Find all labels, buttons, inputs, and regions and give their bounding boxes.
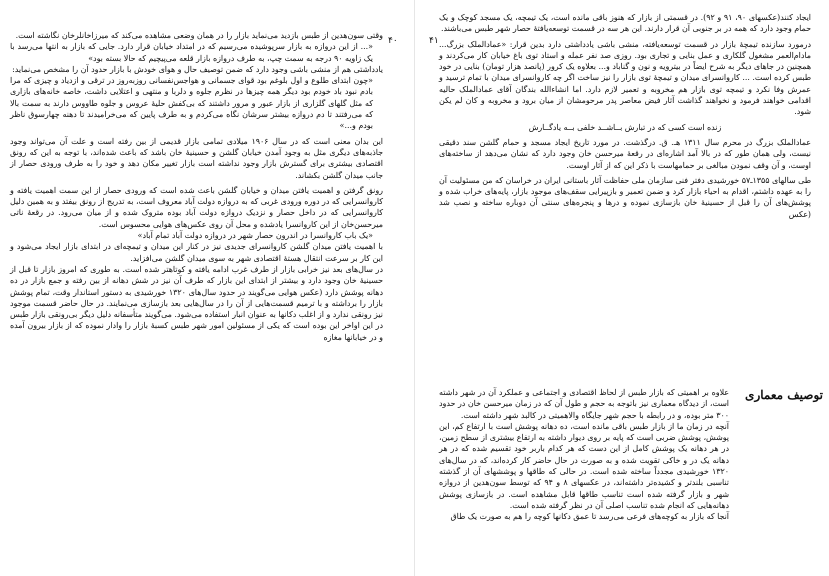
verse-line: زنده است کسی که در تبارش بــاشــد خلفی بــه یادگــارش bbox=[528, 122, 722, 132]
paragraph: عمادالملک بزرگ در محرم سال ۱۳۱۱ هـ. ق. درگذشت. در مورد تاریخ ایجاد مسجد و حمام گلشن سند دقیقی نیست، ولی همان طور که در بالا آمد اشاره‌ای در رقعهٔ میرحسن خان وجود دارد که نشان می‌دهد از ساخته‌های اوست، و آن وقف نمودن مبالغی بر حمامهاست با ذکر این که از آثار اوست. bbox=[439, 137, 812, 170]
section-heading: توصیف معماری bbox=[745, 388, 823, 402]
right-page bbox=[415, 0, 829, 576]
paragraph: آنچه در زمان ما از بازار طبس باقی مانده است، ده دهانه پوشش است با ارتفاع کم، این پوشش، پوشش ضربی است که پایه بر روی دیوار داشته به ارتفاع بیشتری از سطح زمین، در هر دهانه یک پوشش کامل از این دست که هر کدام باربر خود تقسیم شده که در هر دهانه یک در و خاکی تقویت شده و به صورت در حال حاضر کار کرده‌اند، که در سال‌های ۱۳۲۰ خورشیدی مجدداً ساخته شده است. در حالی که طاقها و پوششهای آن از گذشته تناسبی بلندتر و کشیده‌تر داشته‌اند، در عکسهای ۸ و ۹۴ که توسط سون‌هدین از دروازه شهر و بازار گرفته شده است تناسب طاقها قابل مشاهده است. در بازسازی پوشش دهانه‌هایی که انجام شده تناسب اصلی آن در نظر گرفته شده است. bbox=[439, 421, 729, 510]
paragraph: وقتی سون‌هدین از طبس بازدید می‌نماید بازار را در همان وضعی مشاهده می‌کند که میرزا‌خانلرخان نگاشته است. bbox=[15, 31, 383, 40]
paragraph: آنجا که بازار به کوچه‌های فرعی می‌رسد تا عمق دکانها کوچه را هم به صورت یک طاق bbox=[450, 512, 729, 522]
page-number-right: ۴۱ bbox=[429, 36, 439, 46]
quote-paragraph: «یک باب کاروانسرا در اندرون حصار شهر در دروازه دولت آباد تمام آباد» bbox=[137, 231, 373, 241]
quote-paragraph: «چون ابتدای طلوع و اول بلوغم بود قوای جسمانی و هواجس‌نفسانی روزبه‌روز در ترقی و ازدیاد و چیزی که مرا بادم نبود باد خودم بود دیگر همه چیزها در نظرم جلوه و دلربا و منتهی و اعتلایی داشت، خاصه خانه‌های بازاری که مثل گلهای گلزاری از بازار عبور و مرور داشتند که بی‌کفش حلیهٔ عروس و جلوه طاووس دارند به سمت بالا که می‌رفتند تا دم دروازه بیشتر سرشان نگاه می‌کردم و به طرف پایین که می‌خرامیدند تا دهنه چهارسوق ناظر بودم و...» bbox=[10, 76, 373, 131]
left-page-text bbox=[10, 30, 383, 343]
section-text bbox=[439, 387, 729, 523]
paragraph: در سال‌های بعد نیز خرابی بازار از طرف غرب ادامه یافته و کوتاهتر شده است. به طوری که امروز بازار تا قبل از حسینیهٔ خان وجود دارد و بیشتر از ابتدای این بازار که طرف آن نیز در شش دهانه از بین رفته و جمع بازار در ده دهانه پوشش دارد (عکس هوایی می‌گویند در حدود سال‌های ۱۳۲۰ خورشیدی به دستور استاندار وقت، تمام پوشش بازار را برداشته و با ترمیم قسمت‌هایی از آن را در سال‌هایی بعد بازسازی می‌نمایند. در حال حاضر قسمت موجود نیز رونقی ندارد و از اغلب دکانها به عنوان انبار استفاده می‌شود. می‌گویند متأسفانه دلیل دیگر بی‌رونقی بازار طبس در این اواخر این بوده است که یکی از مسئولین امور شهر طبس کسبهٔ بازار را وادار نموده که از بازار بیرون آمده و در خیابانها مغازه bbox=[10, 264, 383, 342]
paragraph: ایجاد کنند(عکسهای ۹۰، ۹۱ و ۹۲). در قسمتی از بازار که هنوز باقی مانده است، یک تیمچه، یک مسجد کوچک و یک حمام وجود دارد که همه در بر جنوبی آن قرار دارند. این هر سه در قسمت توسعه‌یافتهٔ حصار شهر طبس می‌باشند. bbox=[439, 13, 811, 34]
page-number-left: ۴۰ bbox=[388, 36, 398, 46]
left-page bbox=[0, 0, 414, 576]
quote-paragraph: «... از این دروازه به بازار سرپوشیده می‌رسیم که در امتداد خیابان قرار دارد. جایی که بازار به انتها می‌رسد با یک زاویه ۹۰ درجه به سمت چپ، به طرف دروازه بازار قلعه می‌پیچیم که حالا بسته بود» bbox=[10, 42, 373, 63]
paragraph: این بدان معنی است که در سال ۱۹۰۶ میلادی تمامی بازار قدیمی از بین رفته است و علت آن می‌تواند وجود جاذبه‌های دیگری مثل به وجود آمدن خیابان گلشن و حسینیهٔ خان باشد که باعث شده‌اند، با توجه به این که رونق اقتصادی بیشتری برای گسترش بازار وجود نداشته است بازار تغییر مکان دهد و خود را به طرف ورودی حصار از جانب میدان گلشن بکشاند. bbox=[10, 136, 383, 180]
paragraph: رونق گرفتن و اهمیت یافتن میدان و خیابان گلشن باعث شده است که ورودی حصار از این سمت اهمیت یافته و کاروانسرایی که در دوره ورودی غربی که به دروازه دولت آباد معروف است، به تدریج از رونق بیفتد و به همین دلیل کاروانسرایی که در داخل حصار و نزدیک دروازه دولت آباد بوده متروک شده و از میان می‌رود. در رقعهٔ ناتی میرحسن‌خان از این کاروانسرا یادشده و محل آن روی عکس‌های هوایی محسوس است. bbox=[10, 185, 383, 229]
paragraph: با اهمیت یافتن میدان گلشن کاروانسرای جدیدی نیز در کنار این میدان و تیمچه‌ای در ابتدای بازار ایجاد می‌شود و این کار بر سرعت انتقال هستهٔ اقتصادی شهر به سوی میدان گلشن می‌افزاید. bbox=[10, 242, 383, 263]
paragraph: علاوه بر اهمیتی که بازار طبس از لحاظ اقتصادی و اجتماعی و عملکرد آن در شهر داشته است، از دیدگاه معماری نیز باتوجه به حجم و طول آن که در زمان میرحسن خان در حدود ۳۰۰ متر بوده، و در رابطه با حجم شهر جایگاه والاهمیتی در کالبد شهر داشته است. bbox=[439, 388, 729, 420]
paragraph: طی سالهای ۱۳۵۵ـ۵۷ خورشیدی دفتر فنی سازمان ملی حفاظت آثار باستانی ایران در خراسان که من مسئولیت آن را به عهده داشتم، اقدام به احیاء بازار کرد و ضمن تعمیر و بازپیرایی سقف‌های موجود بازار، پایه‌های خراب شده و پوشش‌های آن را قبل از حسینیهٔ خان بازسازی نموده و درها و پنجره‌های سنتی آن دوباره ساخته و نصب شد (عکس bbox=[439, 175, 812, 219]
right-page-text bbox=[439, 12, 811, 220]
quote-paragraph: درمورد سازنده تیمچهٔ بازار در قسمت توسعه‌یافته، منشی باشی یادداشتی دارد بدین قرار: «عمادالملک بزرگ... مادام‌العمر مشغول گلکاری و عمل بنایی و تجاری بود. روزی صد نفر عمله و استاد توی باغ خیابان کار می‌کردند و همچنین در جاهای دیگر به شرح ایضاً در بیترویه و نون و گناباد و... بعلاوه یک کرور (پانصد هزار تومان) بنایی در خود طبس کرده است. ... کاروانسرای میدان و تیمچهٔ توی بازار را نیز ساخت اگر چه کاروانسرای میدان با تمام ترسید و عمرش وفا نکرد و تیمچه توی بازار هم مخروبه و تعمیر لازم دارد. اما انشاءالله بندگان آقای عمادالملک حالیه اقدامی خواهند فرمود و نخواهند گذاشت آثار فیض معاصر پدر مرحومشان از میان برود و مخروبه و کان لم یکن شود. bbox=[439, 39, 811, 117]
paragraph: یادداشتی هم از منشی باشی وجود دارد که ضمن توصیف حال و هوای خودش با بازار حدود آن را مشخص می‌نماید: bbox=[12, 64, 383, 74]
